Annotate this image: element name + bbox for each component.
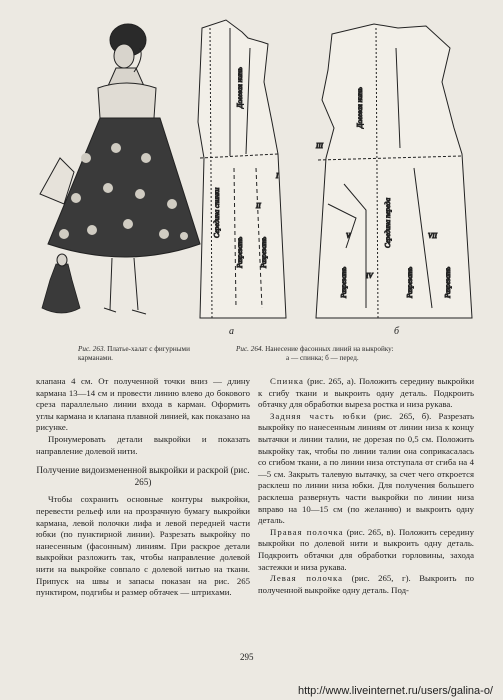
right-column — [258, 376, 474, 596]
sublabel-b: б — [394, 326, 400, 337]
left-paragraph-2: Пронумеровать детали выкройки и показать направление долевой нити. — [36, 433, 250, 456]
svg-text:Середина переда: Середина переда — [384, 197, 392, 248]
svg-text:Середина спинки: Середина спинки — [213, 187, 221, 238]
figure-illustrations — [16, 8, 492, 344]
pattern-front — [315, 24, 472, 318]
right-paragraph-2 — [258, 411, 474, 527]
right-paragraph-1 — [258, 376, 474, 411]
right-lead-3: Правая полочка — [270, 526, 344, 537]
svg-text:V: V — [346, 232, 351, 240]
left-paragraph-3: Чтобы сохранить основные контуры выкройки, перевести рельеф или на прозрачную бумагу выкройки кармана, левой полочки лифа и левой передней части юбки (по пунктирной линии). Разрезать выкройку по нанесенным (фасонным) линиям. При раскрое детали выкройки разложить так, чтобы направление долевой нити на выкройке совпало с долевой нитью на ткани. Припуск на швы и запасы показан на рис. 265 пунктиром, подгибы и размер обтачек — штрихами. — [36, 494, 250, 598]
right-text-2: (рис. 265, б). Разрезать выкройку по нанесенным линиям от линии низа к концу вытачки и линии талии, не дорезая по 0,5 см. Положить выкройку так, чтобы по линии талии она соприкасалась со сгибом ткани, а по линии низа отступала от сгиба на 4—5 см. Закрыть талевую вытачку, за счет чего откроется расклеш по линии низа юбки. Для получения большего расклеша развернуть части выкройки по линии низа вправо на 10—15 см (по желанию) и выкроить одну деталь. — [258, 410, 474, 526]
svg-text:Долевая нить: Долевая нить — [236, 67, 244, 108]
caption-fig264-legend: а — спинка; б — перед. — [286, 353, 359, 362]
right-lead-4: Левая полочка — [270, 573, 344, 584]
sublabel-a: а — [229, 326, 234, 337]
left-column — [36, 376, 250, 599]
svg-text:Разрезать: Разрезать — [406, 266, 414, 298]
right-lead-1: Спинка — [270, 376, 304, 386]
right-lead-2: Задняя часть юбки — [270, 410, 367, 421]
caption-fig263-text: Платье-халат с фигурными карманами. — [78, 345, 190, 362]
right-text-3: (рис. 265, в). Положить середину выкройки по долевой нити и выкроить одну деталь. Подкроить обтачки для обработки горловины, захода застежки и низа рукава. — [258, 526, 474, 572]
right-paragraph-3 — [258, 527, 474, 573]
caption-fig264 — [236, 345, 486, 362]
right-text-1: (рис. 265, а). Положить середину выкройки к сгибу ткани и выкроить одну деталь. Подкроить обтачку для обработки выреза ростка и низа рукава. — [258, 376, 474, 410]
svg-text:Разрезать: Разрезать — [340, 266, 348, 298]
figure-area — [16, 8, 492, 362]
caption-fig264-number: Рис. 264. — [236, 345, 264, 353]
left-paragraph-1: клапана 4 см. От полученной точки вниз — длину кармана 13—14 см и провести линию влево до бокового среза параллельно линии входа в карман. Оформить углы кармана и клапана плавной линией, как показано на рисунке. — [36, 376, 250, 433]
dress-illustration — [40, 24, 200, 314]
svg-text:Разрезать: Разрезать — [444, 266, 452, 298]
right-text-4: (рис. 265, г). Выкроить по полученной выкройке одну деталь. Под- — [258, 573, 475, 595]
svg-text:VII: VII — [428, 232, 437, 240]
page-number: 295 — [240, 652, 254, 662]
pattern-back — [198, 20, 286, 318]
svg-text:Разрезать: Разрезать — [260, 236, 268, 268]
svg-text:Разрезать: Разрезать — [236, 236, 244, 268]
section-heading: Получение видоизмененной выкройки и раскрой (рис. 265) — [36, 465, 250, 487]
watermark-url: http://www.liveinternet.ru/users/galina-o/ — [297, 685, 493, 697]
svg-text:Долевая нить: Долевая нить — [356, 87, 364, 128]
caption-fig263 — [78, 345, 218, 362]
caption-fig263-number: Рис. 263. — [78, 345, 106, 353]
caption-fig264-text: Нанесение фасонных линий на выкройку: — [265, 345, 394, 353]
svg-text:I: I — [276, 172, 279, 180]
svg-text:III: III — [316, 142, 323, 150]
right-paragraph-4 — [258, 573, 474, 596]
svg-text:II: II — [256, 202, 261, 210]
svg-text:IV: IV — [366, 272, 373, 280]
